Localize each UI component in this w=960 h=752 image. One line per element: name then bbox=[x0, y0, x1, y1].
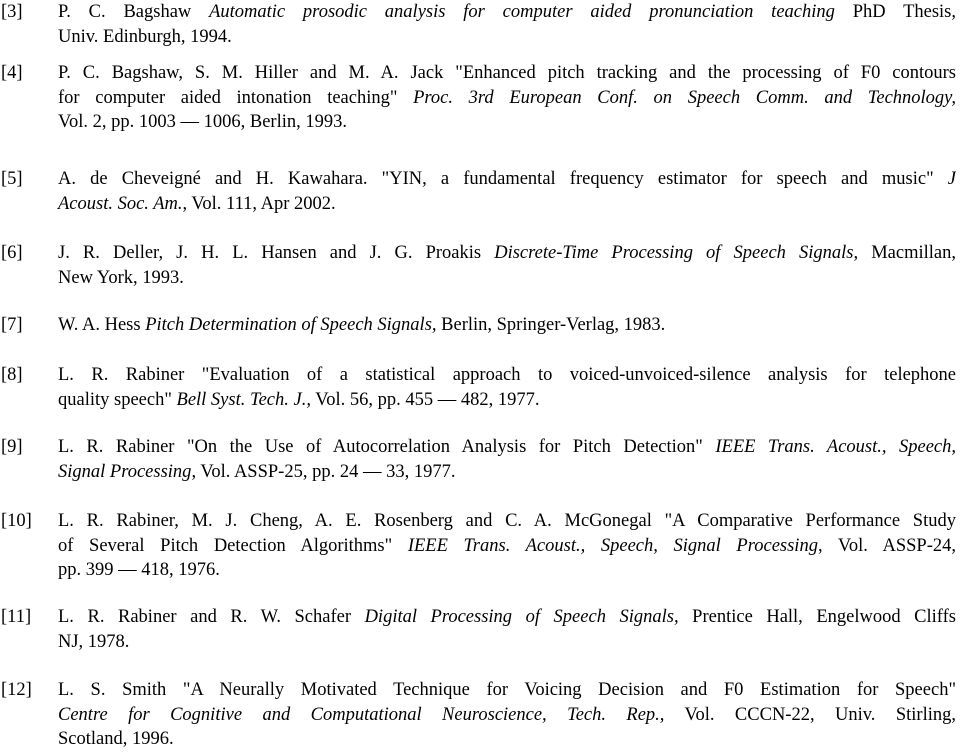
reference-line bbox=[58, 0, 956, 25]
italic-text: J bbox=[947, 169, 956, 189]
reference-number: [3] bbox=[1, 2, 23, 22]
italic-text: Discrete-Time Processing of Speech Signals, bbox=[494, 243, 859, 263]
text: Vol. 2, pp. 1003 — 1006, Berlin, 1993. bbox=[58, 112, 347, 132]
reference-number: [9] bbox=[1, 437, 23, 457]
italic-text: Digital Processing of Speech Signals, bbox=[364, 607, 679, 627]
text: PhD Thesis, bbox=[834, 2, 956, 22]
reference-line bbox=[58, 388, 956, 413]
text: J. R. Deller, J. H. L. Hansen and J. G. Proakis bbox=[58, 243, 495, 263]
text: Vol. CCCN-22, Univ. Stirling, bbox=[664, 704, 956, 725]
reference-body bbox=[58, 605, 956, 654]
text: P. C. Bagshaw bbox=[58, 2, 210, 22]
reference-line bbox=[58, 241, 956, 266]
reference-line bbox=[58, 86, 956, 111]
text: W. A. Hess bbox=[58, 315, 146, 335]
text: , Vol. ASSP-25, pp. 24 — 33, 1977. bbox=[191, 461, 456, 482]
reference-number: [5] bbox=[1, 169, 23, 189]
reference-body bbox=[58, 167, 956, 216]
reference-number: [12] bbox=[1, 680, 32, 700]
text: , Vol. ASSP-24, bbox=[817, 535, 956, 556]
text: Scotland, 1996. bbox=[58, 729, 174, 749]
text: New York, 1993. bbox=[58, 267, 184, 288]
reference-body bbox=[58, 241, 956, 290]
reference-number: [8] bbox=[1, 365, 23, 385]
italic-text: IEEE Trans. Acoust., Speech, bbox=[715, 437, 956, 457]
text: L. R. Rabiner "Evaluation of a statistical approach to voiced-unvoiced-silence analysis for telephone bbox=[58, 365, 956, 385]
reference-line bbox=[58, 363, 956, 388]
reference-line bbox=[58, 703, 956, 728]
text: Vol. 56, pp. 455 — 482, 1977. bbox=[310, 389, 540, 410]
text: L. S. Smith "A Neurally Motivated Technique for Voicing Decision and F0 Estimation for Speech" bbox=[58, 680, 956, 700]
reference-number: [11] bbox=[1, 607, 32, 627]
italic-text: Automatic prosodic analysis for computer aided pronunciation teaching bbox=[209, 2, 835, 22]
italic-text: IEEE Trans. Acoust., Speech, Signal Processing bbox=[407, 535, 818, 556]
reference-line bbox=[58, 266, 956, 291]
text: pp. 399 — 418, 1976. bbox=[58, 560, 220, 580]
reference-line bbox=[58, 630, 956, 655]
reference-line bbox=[58, 727, 956, 752]
reference-number: [6] bbox=[1, 243, 23, 263]
reference-body bbox=[58, 509, 956, 583]
text: Macmillan, bbox=[858, 243, 956, 263]
text: of Several Pitch Detection Algorithms" bbox=[58, 535, 408, 556]
text: NJ, 1978. bbox=[58, 631, 130, 652]
text: L. R. Rabiner, M. J. Cheng, A. E. Rosenberg and C. A. McGonegal "A Comparative Performance Study bbox=[58, 511, 956, 531]
text: , Vol. 111, Apr 2002. bbox=[182, 193, 336, 214]
italic-text: Proc. 3rd European Conf. on Speech Comm. and Technology, bbox=[413, 87, 956, 108]
italic-text: Signal Processing bbox=[58, 461, 192, 482]
text: Berlin, Springer-Verlag, 1983. bbox=[436, 315, 666, 335]
reference-line bbox=[58, 25, 956, 50]
italic-text: Centre for Cognitive and Computational Neuroscience, Tech. Rep., bbox=[58, 704, 665, 725]
reference-line bbox=[58, 509, 956, 534]
reference-body bbox=[58, 313, 956, 338]
text: quality speech" bbox=[58, 389, 177, 410]
text: for computer aided intonation teaching" bbox=[58, 87, 414, 108]
reference-line bbox=[58, 61, 956, 86]
text: L. R. Rabiner and R. W. Schafer bbox=[58, 607, 365, 627]
reference-line bbox=[58, 110, 956, 135]
reference-number: [10] bbox=[1, 511, 32, 531]
reference-line bbox=[58, 605, 956, 630]
reference-line bbox=[58, 678, 956, 703]
reference-body bbox=[58, 678, 956, 752]
reference-line bbox=[58, 167, 956, 192]
reference-body bbox=[58, 61, 956, 135]
text: L. R. Rabiner "On the Use of Autocorrelation Analysis for Pitch Detection" bbox=[58, 437, 716, 457]
text: Univ. Edinburgh, 1994. bbox=[58, 26, 232, 47]
text: A. de Cheveigné and H. Kawahara. "YIN, a fundamental frequency estimator for speech and music" bbox=[58, 169, 948, 189]
reference-body bbox=[58, 363, 956, 412]
italic-text: Pitch Determination of Speech Signals, bbox=[145, 315, 437, 335]
reference-body bbox=[58, 0, 956, 49]
reference-line bbox=[58, 558, 956, 583]
reference-number: [4] bbox=[1, 63, 23, 83]
text: Prentice Hall, Engelwood Cliffs bbox=[678, 607, 956, 627]
reference-line bbox=[58, 460, 956, 485]
italic-text: Acoust. Soc. Am. bbox=[58, 193, 183, 214]
reference-body bbox=[58, 435, 956, 484]
reference-line bbox=[58, 192, 956, 217]
text: P. C. Bagshaw, S. M. Hiller and M. A. Jack "Enhanced pitch tracking and the processing of F0 contours bbox=[58, 63, 956, 83]
italic-text: Bell Syst. Tech. J., bbox=[176, 389, 311, 410]
reference-number: [7] bbox=[1, 315, 23, 335]
reference-line bbox=[58, 534, 956, 559]
reference-line bbox=[58, 313, 956, 338]
reference-line bbox=[58, 435, 956, 460]
